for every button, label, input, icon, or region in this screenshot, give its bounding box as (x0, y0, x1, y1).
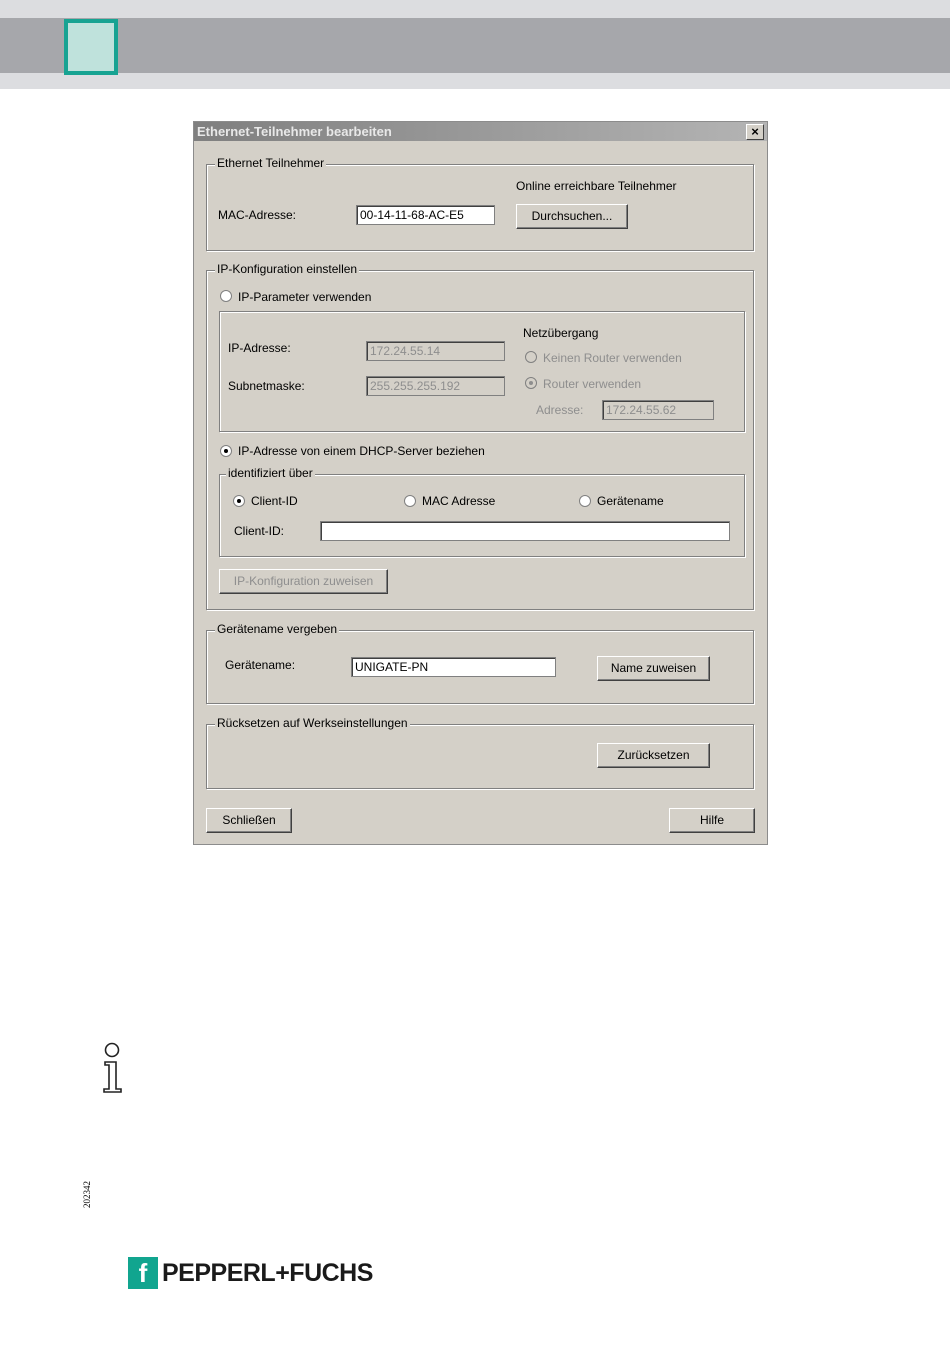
ip-config-legend: IP-Konfiguration einstellen (217, 262, 358, 276)
ip-params-box (219, 311, 745, 432)
mac-address-radio[interactable] (404, 495, 416, 507)
identified-by-legend: identifiziert über (228, 466, 313, 480)
device-name-group (206, 622, 754, 704)
search-button[interactable]: Durchsuchen... (516, 204, 628, 229)
reset-button[interactable]: Zurücksetzen (597, 743, 710, 768)
client-id-radio-label: Client-ID (251, 494, 298, 508)
device-name-radio-label: Gerätename (597, 494, 664, 508)
document-code: 202342 (82, 1181, 92, 1208)
device-name-label: Gerätename: (225, 658, 296, 672)
ip-address-label: IP-Adresse: (228, 341, 291, 355)
gateway-label: Netzübergang (523, 326, 599, 340)
edit-ethernet-device-dialog (193, 121, 768, 845)
use-ip-params-radio[interactable] (220, 290, 232, 302)
mac-address-label: MAC-Adresse: (218, 208, 297, 222)
page-header-bar (0, 18, 950, 73)
assign-ip-config-button[interactable]: IP-Konfiguration zuweisen (219, 569, 388, 594)
info-icon (101, 1042, 125, 1094)
ethernet-device-group (206, 156, 754, 251)
logo-text: PEPPERL+FUCHS (162, 1259, 373, 1287)
use-ip-params-label: IP-Parameter verwenden (238, 290, 372, 304)
dialog-titlebar[interactable] (194, 122, 767, 141)
header-accent-square (64, 19, 118, 75)
client-id-field-label: Client-ID: (234, 524, 285, 538)
page-header-bottom-band (0, 73, 950, 89)
gateway-address-input[interactable]: 172.24.55.62 (602, 400, 714, 420)
ethernet-group-legend: Ethernet Teilnehmer (217, 156, 325, 170)
mac-address-input[interactable]: 00-14-11-68-AC-E5 (356, 205, 495, 225)
close-icon[interactable]: × (746, 124, 764, 140)
no-router-label: Keinen Router verwenden (543, 351, 682, 365)
ip-config-group (206, 262, 754, 610)
identified-by-box (219, 466, 745, 557)
dhcp-radio[interactable] (220, 445, 232, 457)
device-name-radio[interactable] (579, 495, 591, 507)
assign-name-button[interactable]: Name zuweisen (597, 656, 710, 681)
factory-reset-legend: Rücksetzen auf Werkseinstellungen (217, 716, 408, 730)
subnet-mask-label: Subnetmaske: (228, 379, 305, 393)
ip-address-input[interactable]: 172.24.55.14 (366, 341, 505, 361)
dialog-close-button[interactable]: Schließen (206, 808, 292, 833)
mac-address-radio-label: MAC Adresse (422, 494, 496, 508)
device-name-input[interactable]: UNIGATE-PN (351, 657, 556, 677)
factory-reset-group (206, 716, 754, 789)
dialog-title: Ethernet-Teilnehmer bearbeiten (197, 124, 392, 139)
dhcp-label: IP-Adresse von einem DHCP-Server beziehen (238, 444, 485, 458)
subnet-mask-input[interactable]: 255.255.255.192 (366, 376, 505, 396)
use-router-radio[interactable] (525, 377, 537, 389)
gateway-address-label: Adresse: (536, 403, 584, 417)
use-router-label: Router verwenden (543, 377, 642, 391)
client-id-input[interactable] (320, 521, 730, 541)
page-header-top-band (0, 0, 950, 18)
help-button[interactable]: Hilfe (669, 808, 755, 833)
no-router-radio[interactable] (525, 351, 537, 363)
device-name-legend: Gerätename vergeben (217, 622, 338, 636)
client-id-radio[interactable] (233, 495, 245, 507)
logo-mark-icon: f (128, 1257, 158, 1289)
online-devices-label: Online erreichbare Teilnehmer (516, 179, 677, 193)
